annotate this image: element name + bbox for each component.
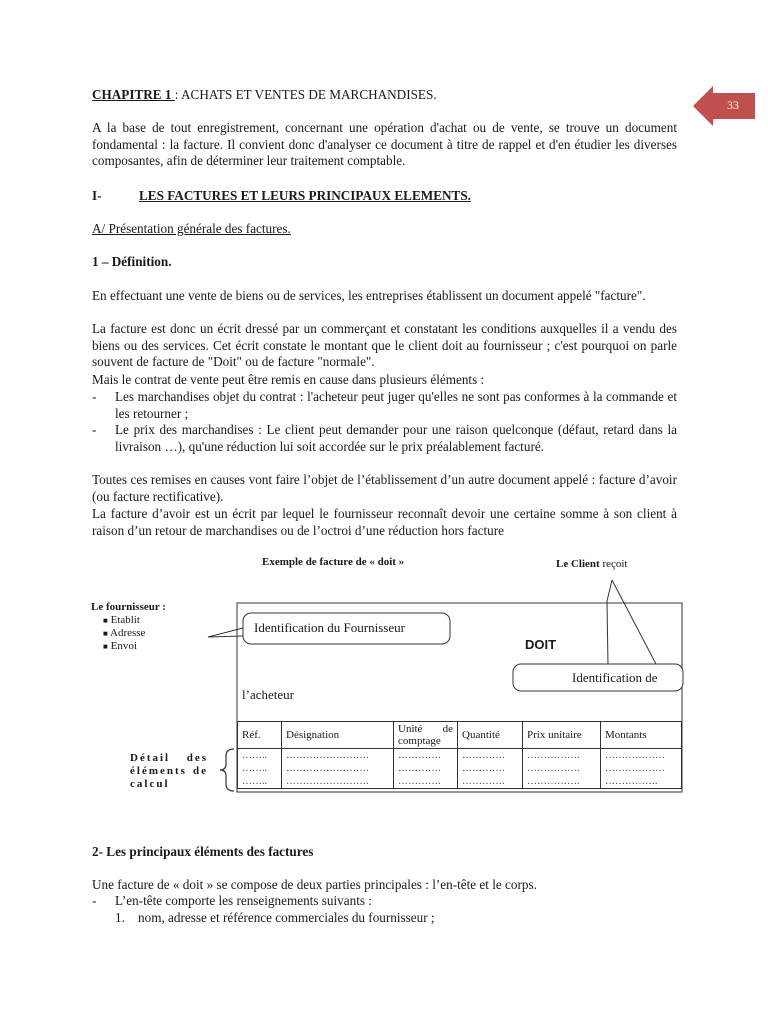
square-bullet-icon: ■ (103, 642, 108, 651)
supplier-callout-text: Identification du Fournisseur (254, 620, 405, 635)
intro-paragraph: A la base de tout enregistrement, concernant une opération d'achat ou de vente, se trouve un document fondamental : la facture. Il convient donc d'analyser ce document à titre de rappel et d'en étudier les diverses composantes, afin de déterminer leur traitement comptable. (92, 120, 677, 168)
detail-brace (220, 749, 234, 791)
table-header-row (238, 722, 682, 749)
table-row (238, 762, 682, 775)
table-cell: …………. (394, 749, 458, 763)
table-cell: …….. (238, 749, 282, 763)
doit-label: DOIT (525, 637, 557, 652)
table-cell: ……………………. (282, 775, 394, 789)
bullet-dash: - (92, 893, 97, 908)
table-cell: ……………… (601, 749, 682, 763)
square-bullet-icon: ■ (103, 629, 108, 638)
definition-heading: 1 – Définition. (92, 254, 172, 269)
bullet-item-1: Les marchandises objet du contrat : l'acheteur peut juger qu'elles ne sont pas conformes à la commande et les retourner ; (115, 389, 677, 421)
bullet-item-2: Le prix des marchandises : Le client peut demander pour une raison quelconque (défaut, retard dans la livraison …), qu'une réduction lui soit accordée sur le prix préalablement facturé. (115, 422, 677, 454)
table-header: Quantité (458, 722, 523, 749)
chapter-label: CHAPITRE 1 (92, 87, 175, 102)
table-cell: ……………. (523, 749, 601, 763)
table-header: Montants (601, 722, 682, 749)
bullet-dash: - (92, 422, 97, 437)
numbered-item-number: 1. (115, 910, 125, 925)
supplier-label: Le fournisseur : (91, 601, 166, 613)
section1-number: I- (92, 188, 102, 203)
numbered-item-1: nom, adresse et référence commerciales du fournisseur ; (138, 910, 435, 925)
client-callout-pointer-right (612, 580, 656, 664)
table-cell: …….. (238, 775, 282, 789)
table-header: Unité de comptage (394, 722, 458, 749)
square-bullet-icon: ■ (103, 616, 108, 625)
definition-p4: Toutes ces remises en causes vont faire l’objet de l’établissement d’un autre document appelé : facture d’avoir (ou facture rectificative). (92, 472, 677, 504)
table-cell: ……………. (523, 762, 601, 775)
definition-p2: La facture est donc un écrit dressé par un commerçant et constatant les conditions auxquelles il a vendu des biens ou des services. Cet écrit constate le montant que le client doit au fournisseur ; c'est pourquoi on parle souvent de facture de "Doit" ou de facture "normale". (92, 321, 677, 369)
supplier-item-label: Etablit (110, 614, 140, 626)
table-cell: …………. (394, 775, 458, 789)
client-label-rest: reçoit (599, 558, 628, 570)
buyer-callout-text: Identification de (572, 670, 658, 685)
client-label-bold: Le Client (556, 558, 600, 570)
invoice-table (237, 721, 682, 789)
table-cell: ……………… (601, 762, 682, 775)
table-cell: ……………………. (282, 762, 394, 775)
table-cell: …….. (238, 762, 282, 775)
table-cell: …………. (394, 762, 458, 775)
section2-p1: Une facture de « doit » se compose de deux parties principales : l’en-tête et le corps. (92, 877, 537, 892)
client-callout-pointer-left (607, 580, 612, 666)
table-cell: …………. (458, 749, 523, 763)
chapter-name: : ACHATS ET VENTES DE MARCHANDISES. (174, 87, 437, 102)
diagram-title: Exemple de facture de « doit » (262, 556, 405, 568)
section1-title: LES FACTURES ET LEURS PRINCIPAUX ELEMENTS. (139, 188, 471, 203)
subsection-a-title: A/ Présentation générale des factures. (92, 221, 291, 236)
page-number: 33 (727, 98, 739, 112)
table-cell: ……………. (523, 775, 601, 789)
table-header: Désignation (282, 722, 394, 749)
detail-label: Détail des éléments de calcul (130, 752, 208, 790)
definition-p1: En effectuant une vente de biens ou de services, les entreprises établissent un document appelé "facture". (92, 288, 646, 303)
definition-p3: Mais le contrat de vente peut être remis en cause dans plusieurs éléments : (92, 372, 485, 387)
detail-label-line1 (130, 752, 208, 791)
buyer-rest-text: l’acheteur (242, 687, 294, 702)
definition-p5: La facture d’avoir est un écrit par lequel le fournisseur reconnaît devoir une certaine somme à son client à raison d’un retour de marchandises ou de l’octroi d’une réduction hors facture (92, 506, 677, 538)
table-header: Réf. (238, 722, 282, 749)
table-row (238, 749, 682, 763)
table-cell: …………. (458, 762, 523, 775)
section2-bullet: L’en-tête comporte les renseignements suivants : (115, 893, 372, 908)
supplier-callout-pointer (208, 628, 243, 637)
bullet-dash: - (92, 389, 97, 404)
supplier-item-label: Adresse (110, 627, 146, 639)
table-header: Prix unitaire (523, 722, 601, 749)
table-cell: …………. (458, 775, 523, 789)
table-row (238, 775, 682, 789)
section2-heading: 2- Les principaux éléments des factures (92, 844, 314, 859)
table-cell: ……………. (601, 775, 682, 789)
supplier-item-label: Envoi (110, 640, 137, 652)
table-cell: ……………………. (282, 749, 394, 763)
